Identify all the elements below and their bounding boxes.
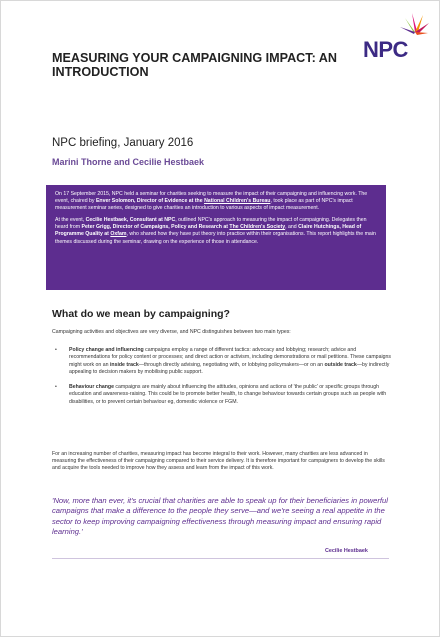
bullet-icon: • [55, 347, 57, 353]
oxfam-link[interactable]: Oxfam [110, 231, 127, 238]
intro-box [46, 185, 386, 290]
emphasis: inside track [109, 361, 139, 368]
bullet-term: Behaviour change [69, 384, 114, 391]
authors: Marini Thorne and Cecilie Hestbaek [52, 157, 205, 167]
text-span: —by indirectly appealing to decision makers by mobilising public support. [69, 361, 390, 375]
section-heading: What do we mean by campaigning? [52, 308, 230, 320]
list-item [52, 347, 392, 376]
text-span: , who shared how they have put theory into practice within their organisations. This report highlights the main themes discussed during the seminar, drawing on the experience of those in attendance. [55, 231, 376, 245]
text-span: On 17 September 2015, NPC held a seminar for charities seeking to measure the impact of their campaigning and influencing work. The event, chaired by [55, 191, 368, 205]
page-title: MEASURING YOUR CAMPAIGNING IMPACT: AN INTRODUCTION [52, 51, 337, 79]
speaker-name: Peter Grigg, Director of Campaigns, Policy and Research at [81, 224, 230, 231]
text-span: —through directly advising, negotiating with, or lobbying policymakers—or on an [138, 361, 325, 368]
text-span: campaigns are mainly about influencing the attitudes, opinions and actions of 'the public' or specific groups through education and awareness-raising. This could be to promote better health, to change behaviour towards certain groups such as people with disabilities, or to prevent certain behaviour eg, domestic violence or FGM. [69, 384, 387, 405]
briefing-label: NPC briefing, January 2016 [52, 137, 194, 149]
text-span: , and [285, 224, 299, 231]
text-span: At the event, [55, 217, 86, 224]
bullet-term: Policy change and influencing [69, 347, 144, 353]
emphasis: outside track [324, 361, 357, 368]
quote-author: Cecilie Hestbaek [325, 548, 368, 554]
intro-paragraph-1 [55, 191, 377, 212]
npc-logo [363, 11, 429, 69]
text-span: , took place as part of NPC's impact measurement seminar series, designed to give charities an introduction to various aspects of impact measurement. [55, 198, 353, 212]
bullet-list [52, 347, 392, 409]
speaker-name: Claire Hutchings, Head of Programme Quality at [55, 224, 362, 238]
chair-name: Enver Solomon, Director of Evidence at the [95, 198, 205, 205]
speaker-name: Cecilie Hestbaek, Consultant at NPC [85, 217, 176, 224]
list-item [52, 384, 392, 406]
paragraph-outro: For an increasing number of charities, measuring impact has become integral to their work. However, many charities are less advanced in measuring the effectiveness of their campaigning compared to their service delivery. It is therefore important for campaigners to develop the skills and acquire the tools needed to improve how they assess and learn from the impact of this work. [52, 451, 385, 472]
ncb-link[interactable]: National Children's Bureau [204, 198, 271, 205]
logo-text: NPC [363, 37, 408, 62]
divider [52, 558, 389, 559]
text-span: campaigns employ a range of different tactics: advocacy and lobbying; research; advice and recommendations for policy content or processes; and direct action or activism, including demonstrations or mail petitions. These campaigns might work on an [69, 347, 391, 368]
bullet-icon: • [55, 384, 57, 391]
paragraph-intro: Campaigning activities and objectives are very diverse, and NPC distinguishes between two main types: [52, 329, 291, 335]
pull-quote: 'Now, more than ever, it's crucial that charities are able to speak up for their beneficiaries in powerful campaigns that make a difference to the people they serve—and we're seeing a real appetite in the sector to keep improving campaigning effectiveness through measuring impact and ensuring rapid learning.' [52, 496, 388, 537]
text-span: , outlined NPC's approach to measuring the impact of campaigning. Delegates then heard from [55, 217, 367, 231]
intro-paragraph-2 [55, 217, 377, 245]
childrens-society-link[interactable]: The Children's Society [229, 224, 286, 231]
